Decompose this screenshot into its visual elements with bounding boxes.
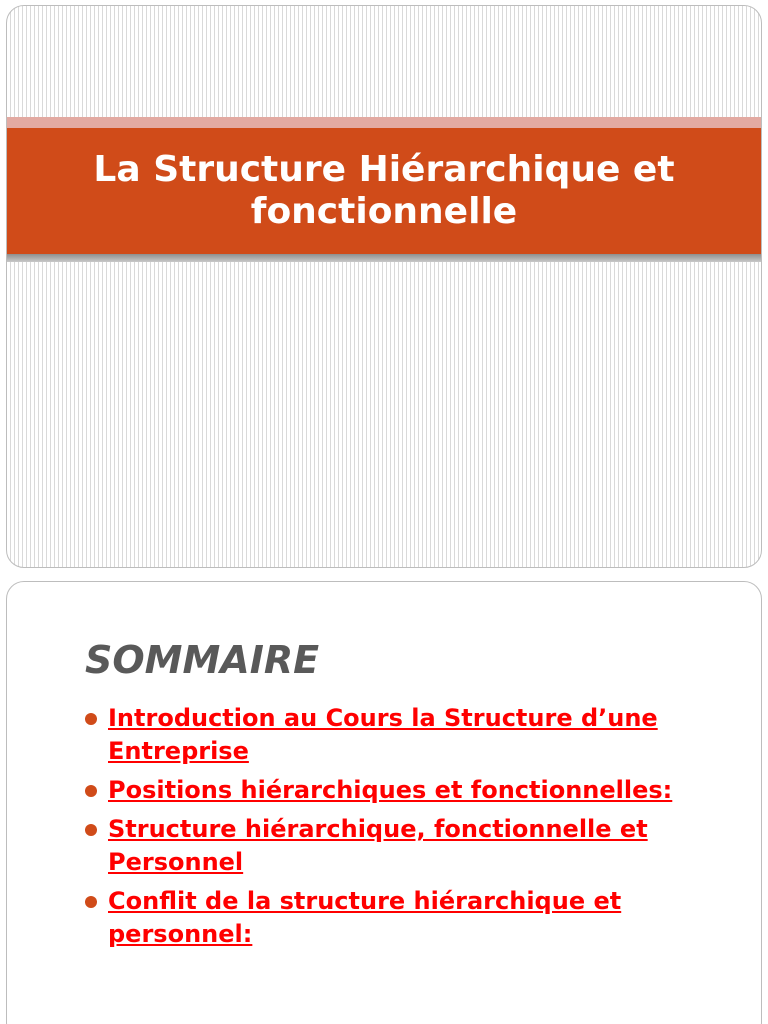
toc-item (85, 813, 725, 879)
toc-link-conflit[interactable]: Conflit de la structure hiérarchique et personnel: (108, 887, 622, 948)
title-band (7, 128, 761, 254)
toc-list (85, 702, 725, 957)
bullet-dot-icon (85, 785, 97, 797)
title-band-shadow (7, 254, 761, 262)
sommaire-heading: SOMMAIRE (85, 638, 320, 682)
toc-item (85, 774, 725, 807)
toc-item (85, 885, 725, 951)
slide-title: La Structure Hiérarchique et fonctionnelle (93, 149, 675, 232)
bullet-dot-icon (85, 896, 97, 908)
toc-link-positions[interactable]: Positions hiérarchiques et fonctionnelles: (108, 776, 673, 804)
bullet-dot-icon (85, 824, 97, 836)
toc-link-introduction[interactable]: Introduction au Cours la Structure d’une Entreprise (108, 704, 658, 765)
toc-item (85, 702, 725, 768)
toc-link-structure[interactable]: Structure hiérarchique, fonctionnelle et Personnel (108, 815, 648, 876)
summary-slide (6, 581, 762, 1024)
title-slide (6, 5, 762, 568)
bullet-dot-icon (85, 713, 97, 725)
